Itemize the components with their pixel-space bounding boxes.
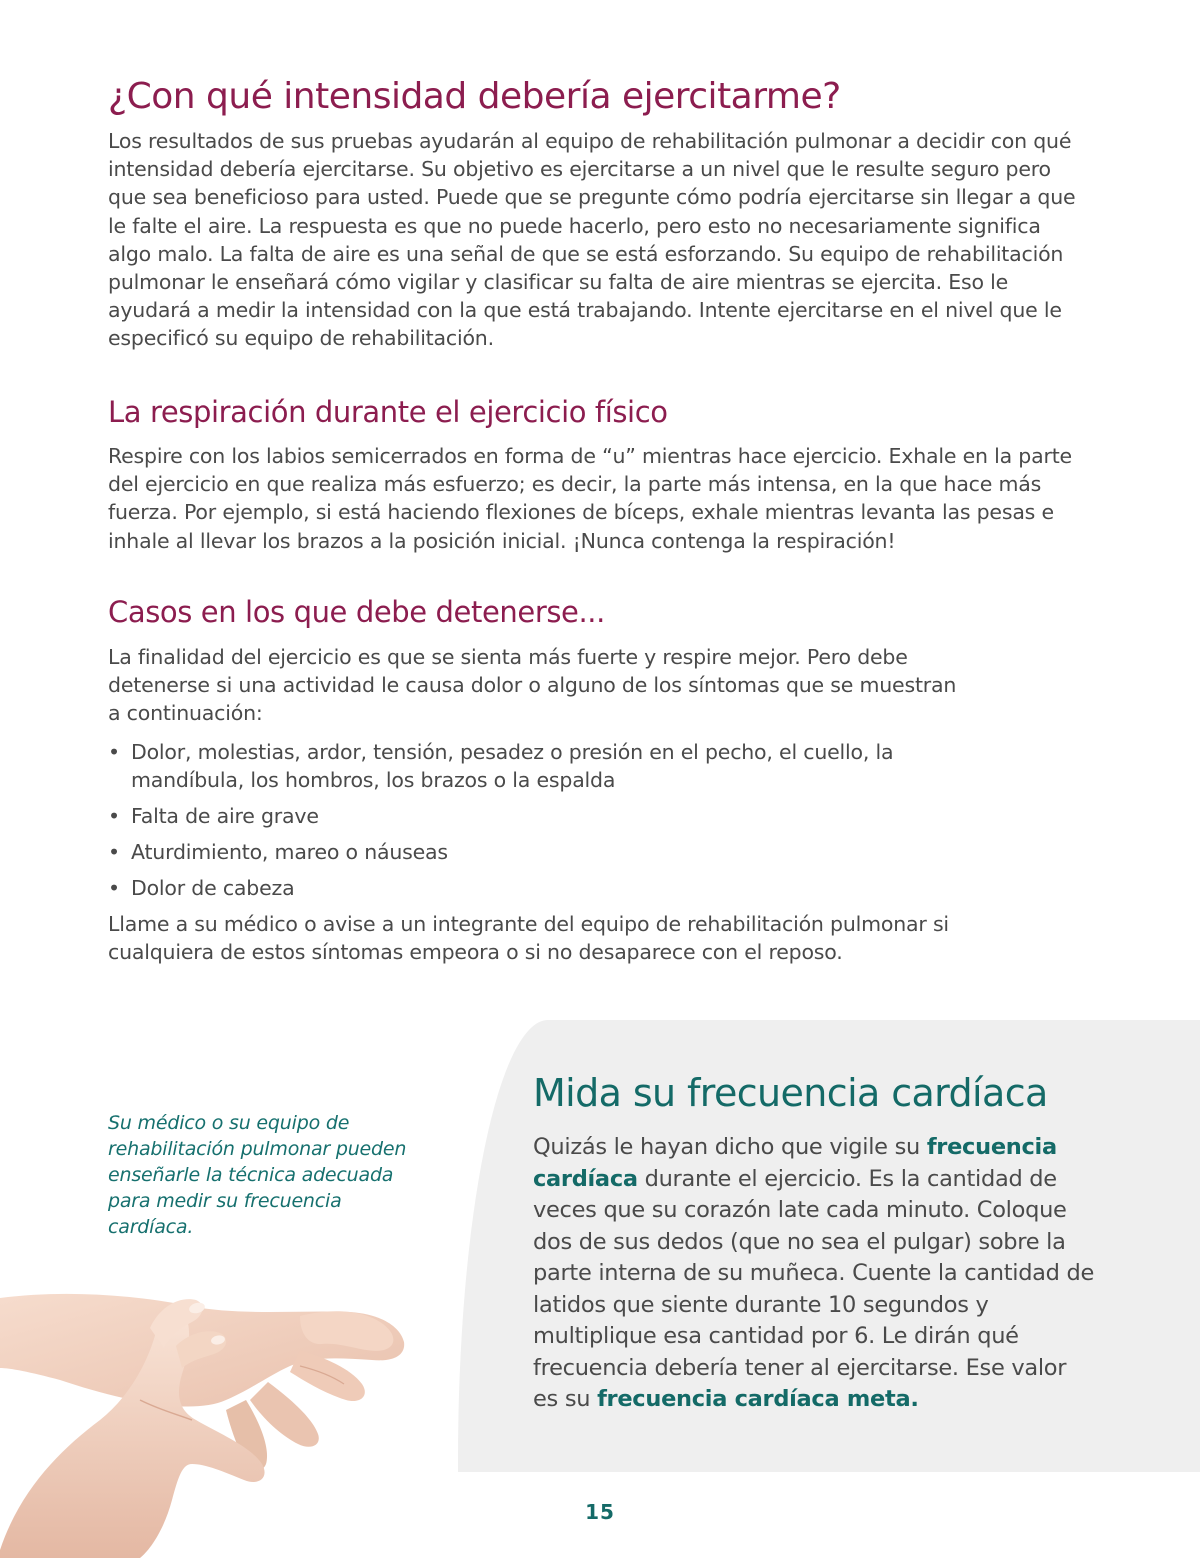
symptom-list: [108, 738, 968, 910]
target-heart-rate-term: frecuencia cardíaca meta.: [597, 1386, 919, 1412]
section-body-breathing: Respire con los labios semicerrados en forma de “u” mientras hace ejercicio. Exhale en la parte del ejercicio en que realiza más esfuerzo; es decir, la parte más intensa, en la que hace más fuerza. Por ejemplo, si está haciendo flexiones de bíceps, exhale mientras levanta las pesas e inhale al llevar los brazos a la posición inicial. ¡Nunca contenga la respiración!: [108, 444, 1072, 553]
heart-rate-title: Mida su frecuencia cardíaca: [533, 1071, 1048, 1115]
list-item: [108, 874, 968, 902]
section-title-breathing: La respiración durante el ejercicio físico: [108, 395, 668, 429]
image-caption: Su médico o su equipo de rehabilitación pulmonar pueden enseñarle la técnica adecuada para medir su frecuencia cardíaca.: [108, 1112, 407, 1238]
heart-rate-text: [533, 1132, 1098, 1416]
page-number: 15: [585, 1500, 615, 1524]
section-intro-stop: La finalidad del ejercicio es que se sienta más fuerte y respire mejor. Pero debe detenerse si una actividad le causa dolor o alguno de los síntomas que se muestran a continuación:: [108, 645, 957, 726]
list-item-text: Dolor, molestias, ardor, tensión, pesadez o presión en el pecho, el cuello, la mandíbula, los hombros, los brazos o la espalda: [131, 740, 894, 793]
list-item: [108, 802, 968, 830]
hand-pulse-check-icon: [0, 1250, 430, 1558]
section-title-stop: Casos en los que debe detenerse...: [108, 595, 605, 629]
list-item: [108, 838, 968, 866]
section-outro-stop: Llame a su médico o avise a un integrante del equipo de rehabilitación pulmonar si cualquiera de estos síntomas empeora o si no desaparece con el reposo.: [108, 912, 949, 965]
heart-rate-text-part: Quizás le hayan dicho que vigile su: [533, 1134, 927, 1160]
heart-rate-text-part: durante el ejercicio. Es la cantidad de veces que su corazón late cada minuto. Coloque dos de sus dedos (que no sea el pulgar) sobre la parte interna de su muñeca. Cuente la cantidad de latidos que siente durante 10 segundos y multiplique esa cantidad por 6. Le dirán qué frecuencia debería tener al ejercitarse. Ese valor es su: [533, 1165, 1095, 1412]
section-body-intensity: Los resultados de sus pruebas ayudarán al equipo de rehabilitación pulmonar a decidir con qué intensidad debería ejercitarse. Su objetivo es ejercitarse a un nivel que le resulte seguro pero que sea beneficioso para usted. Puede que se pregunte cómo podría ejercitarse sin llegar a que le falte el aire. La respuesta es que no puede hacerlo, pero esto no necesariamente significa algo malo. La falta de aire es una señal de que se está esforzando. Su equipo de rehabilitación pulmonar le enseñará cómo vigilar y clasificar su falta de aire mientras se ejercita. Eso le ayudará a medir la intensidad con la que está trabajando. Intente ejercitarse en el nivel que le especificó su equipo de rehabilitación.: [108, 129, 1076, 351]
list-item-text: Falta de aire grave: [131, 804, 319, 829]
section-title-intensity: ¿Con qué intensidad debería ejercitarme?: [108, 76, 841, 117]
list-item: [108, 738, 968, 794]
bullet-icon: •: [108, 740, 120, 764]
bullet-icon: •: [108, 876, 120, 901]
list-item-text: Aturdimiento, mareo o náuseas: [131, 840, 448, 865]
list-item-text: Dolor de cabeza: [131, 876, 295, 901]
bullet-icon: •: [108, 804, 120, 829]
heart-rate-term: frecuencia cardíaca: [533, 1134, 1057, 1192]
bullet-icon: •: [108, 840, 120, 865]
